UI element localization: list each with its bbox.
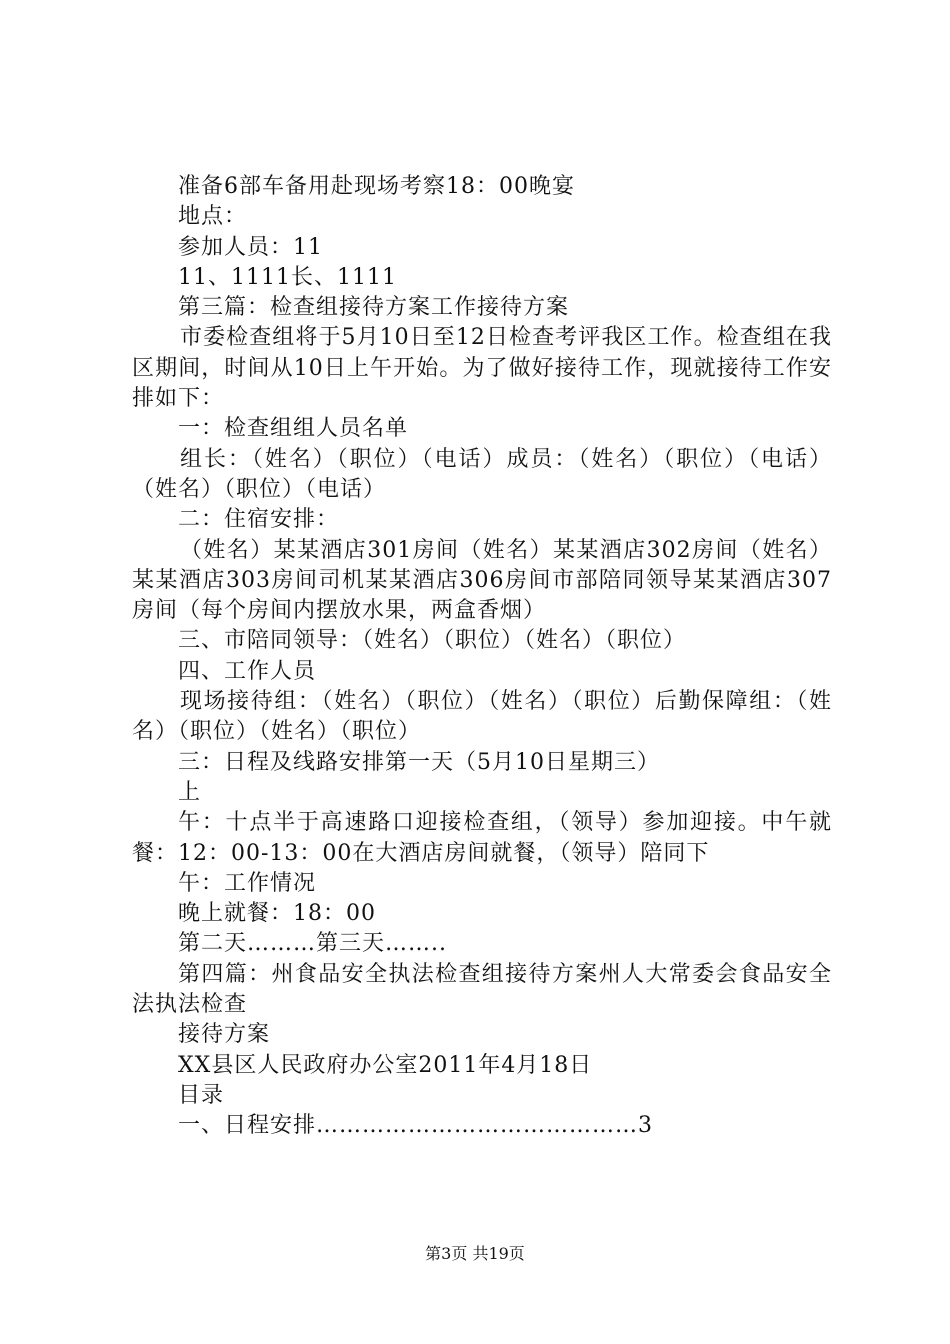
paragraph: 组长：（姓名）（职位）（电话）成员：（姓名）（职位）（电话）（姓名）（职位）（电话） xyxy=(132,446,832,502)
paragraph: 午：十点半于高速路口迎接检查组，（领导）参加迎接。中午就餐：12：00-13：00在大酒店房间就餐，（领导）陪同下 xyxy=(132,810,832,866)
paragraph: 准备6部车备用赴现场考察18：00晚宴 xyxy=(178,174,575,199)
section-heading: 第四篇：州食品安全执法检查组接待方案州人大常委会食品安全法执法检查 xyxy=(132,961,832,1018)
paragraph: XX县区人民政府办公室2011年4月18日 xyxy=(178,1052,593,1078)
paragraph: 目录 xyxy=(178,1082,225,1108)
paragraph: 市委检查组将于5月10日至12日检查考评我区工作。检查组在我区期间，时间从10日上午开始。为了做好接待工作，现就接待工作安排如下： xyxy=(132,325,832,412)
paragraph: 第二天………第三天…….. xyxy=(178,931,447,957)
paragraph: 现场接待组：（姓名）（职位）（姓名）（职位）后勤保障组：（姓名）（职位）（姓名）（职位） xyxy=(132,689,832,745)
paragraph: 三：日程及线路安排第一天（5月10日星期三） xyxy=(178,749,660,775)
paragraph: 一：检查组组人员名单 xyxy=(178,416,409,442)
paragraph: 晚上就餐：18：00 xyxy=(178,901,376,927)
paragraph: 参加人员：11 xyxy=(178,234,323,260)
page-number: 第3页 共19页 xyxy=(425,1244,525,1263)
paragraph: 接待方案 xyxy=(178,1022,271,1048)
document-body xyxy=(132,172,832,1142)
paragraph: 上 xyxy=(178,779,202,805)
paragraph: 地点： xyxy=(178,204,248,230)
paragraph: 三、市陪同领导：（姓名）（职位）（姓名）（职位） xyxy=(178,628,687,654)
paragraph: 午：工作情况 xyxy=(178,870,317,896)
paragraph: （姓名）某某酒店301房间（姓名）某某酒店302房间（姓名）某某酒店303房间司机某某酒店306房间市部陪同领导某某酒店307房间（每个房间内摆放水果，两盒香烟） xyxy=(132,537,832,624)
paragraph: 四、工作人员 xyxy=(178,658,317,684)
paragraph: 11、1111长、1111 xyxy=(178,264,397,290)
paragraph: 二：住宿安排： xyxy=(178,507,340,533)
section-heading: 第三篇：检查组接待方案工作接待方案 xyxy=(178,295,570,321)
toc-entry: 一、日程安排……………………………………3 xyxy=(178,1113,653,1139)
